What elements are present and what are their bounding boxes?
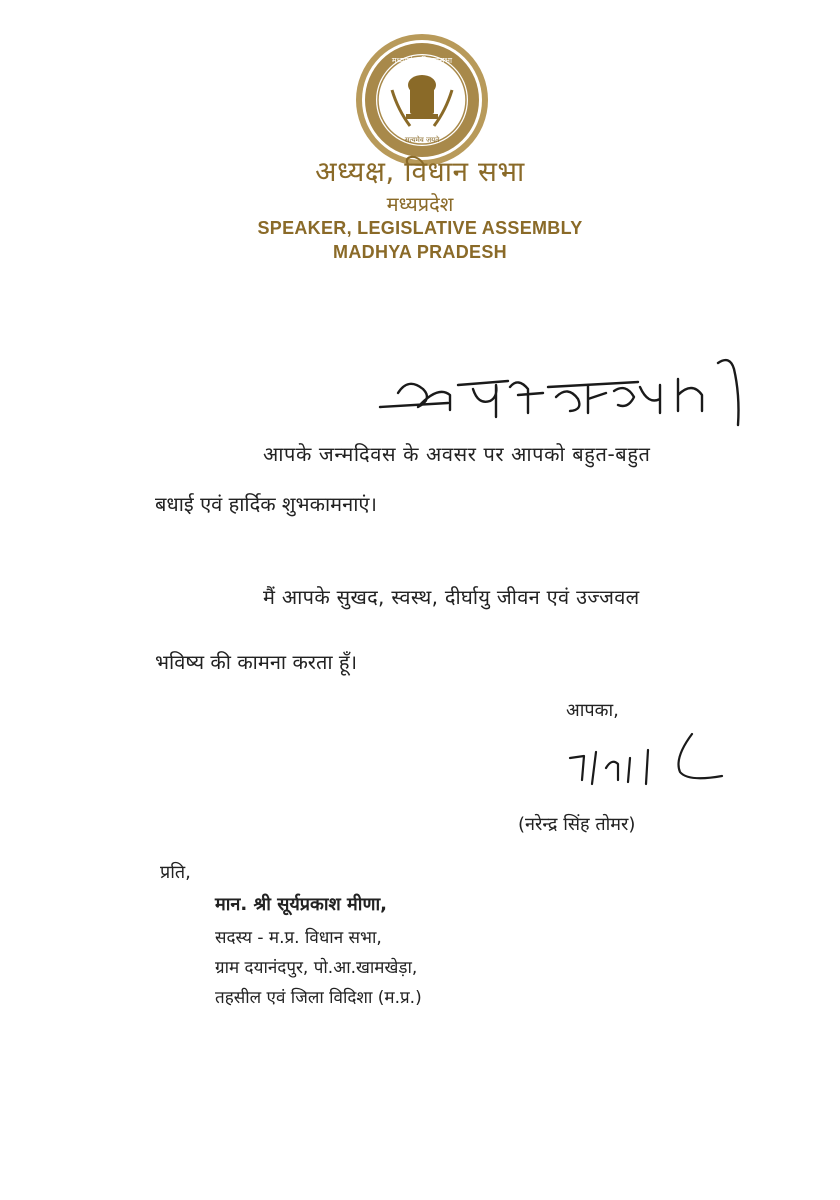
- recipient-name: मान. श्री सूर्यप्रकाश मीणा,: [215, 894, 387, 915]
- closing-yours: आपका,: [566, 700, 619, 721]
- recipient-designation: सदस्य - म.प्र. विधान सभा,: [215, 928, 382, 948]
- recipient-to-label: प्रति,: [160, 862, 191, 883]
- letterhead-subtitle-hindi: मध्यप्रदेश: [386, 192, 454, 216]
- seal-bottom-text: सत्यमेव जयते: [404, 136, 440, 144]
- recipient-district-line: तहसील एवं जिला विदिशा (म.प्र.): [215, 988, 422, 1008]
- signer-name: (नरेन्द्र सिंह तोमर): [518, 814, 636, 835]
- letterhead-title-hindi: अध्यक्ष, विधान सभा: [315, 155, 525, 188]
- letterhead-title-english: SPEAKER, LEGISLATIVE ASSEMBLY: [257, 218, 583, 238]
- body-line-2: बधाई एवं हार्दिक शुभकामनाएं।: [155, 492, 378, 516]
- assembly-seal-emblem: [352, 30, 492, 170]
- handwritten-salutation: [378, 355, 758, 430]
- letterhead-subtitle-english: MADHYA PRADESH: [333, 242, 507, 262]
- body-line-1: आपके जन्मदिवस के अवसर पर आपको बहुत-बहुत: [263, 442, 651, 466]
- body-line-3: मैं आपके सुखद, स्वस्थ, दीर्घायु जीवन एवं उज्जवल: [263, 585, 640, 609]
- recipient-address-line: ग्राम दयानंदपुर, पो.आ.खामखेड़ा,: [215, 958, 418, 978]
- seal-top-text: मध्यप्रदेश विधानसभा: [391, 56, 453, 65]
- handwritten-signature: [562, 728, 732, 790]
- body-line-4: भविष्य की कामना करता हूँ।: [155, 650, 358, 674]
